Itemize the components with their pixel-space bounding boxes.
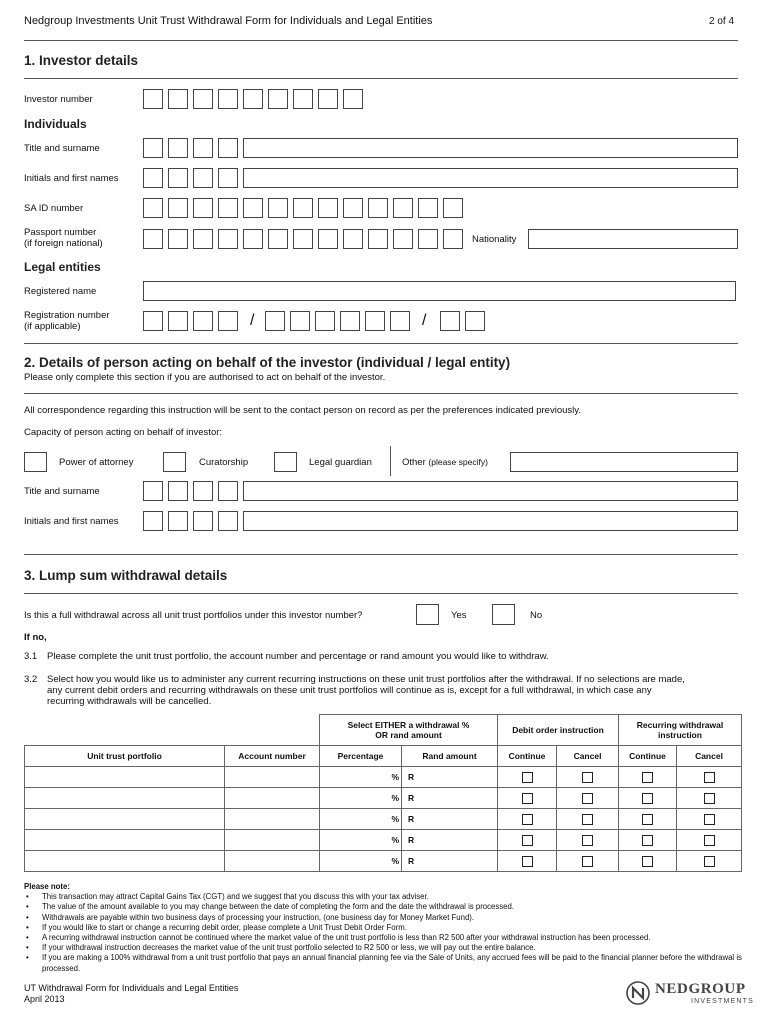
divider	[24, 393, 738, 394]
digit-box[interactable]	[218, 89, 238, 109]
power-of-attorney-label: Power of attorney	[59, 457, 134, 468]
list-item: • A recurring withdrawal instruction cannot be continued where the market value of the unit trust portfolio is less than R2 500 after your withdrawal instruction has been processed.	[24, 933, 754, 943]
table-row	[25, 830, 742, 851]
divider	[24, 593, 738, 594]
section-3-heading: 3. Lump sum withdrawal details	[24, 568, 228, 583]
digit-box[interactable]	[418, 198, 438, 218]
digit-box[interactable]	[268, 198, 288, 218]
percentage-cell[interactable]: %	[320, 767, 402, 788]
legal-guardian-label: Legal guardian	[309, 457, 372, 468]
digit-box[interactable]	[218, 198, 238, 218]
percentage-cell[interactable]: %	[320, 851, 402, 872]
digit-box[interactable]	[368, 229, 388, 249]
digit-box[interactable]	[265, 311, 285, 331]
nedgroup-logo	[626, 980, 754, 1008]
divider	[24, 40, 738, 41]
digit-box[interactable]	[340, 311, 360, 331]
notes-section	[24, 882, 754, 974]
debit-continue-cell	[498, 851, 557, 872]
title-box[interactable]	[218, 481, 238, 501]
portfolio-cell[interactable]	[25, 809, 225, 830]
digit-box[interactable]	[315, 311, 335, 331]
digit-box[interactable]	[343, 229, 363, 249]
col-header-percentage: Percentage	[320, 746, 402, 767]
title-surname-label: Title and surname	[24, 486, 100, 497]
divider	[24, 343, 738, 344]
digit-box[interactable]	[193, 311, 213, 331]
title-box[interactable]	[218, 138, 238, 158]
col-header-cancel: Cancel	[557, 746, 619, 767]
list-item: • This transaction may attract Capital Gains Tax (CGT) and we suggest that you discuss this with your tax adviser.	[24, 892, 754, 902]
initials-label: Initials and first names	[24, 516, 119, 527]
col-header-cancel: Cancel	[677, 746, 742, 767]
correspondence-note: All correspondence regarding this instruction will be sent to the contact person on record as per the preferences indicated previously.	[24, 405, 581, 416]
footer-form-name: UT Withdrawal Form for Individuals and Legal Entities	[24, 983, 239, 993]
initial-box[interactable]	[218, 511, 238, 531]
digit-box[interactable]	[293, 198, 313, 218]
digit-box[interactable]	[193, 198, 213, 218]
account-cell[interactable]	[225, 788, 320, 809]
debit-continue-cell	[498, 809, 557, 830]
debit-continue-cell	[498, 767, 557, 788]
portfolio-cell[interactable]	[25, 788, 225, 809]
debit-continue-checkbox[interactable]	[522, 772, 533, 783]
passport-label: Passport number	[24, 227, 97, 238]
curatorship-label: Curatorship	[199, 457, 249, 468]
notes-list	[24, 892, 754, 974]
if-no-label: If no,	[24, 632, 47, 643]
recurring-continue-cell	[619, 809, 677, 830]
recurring-cancel-cell	[677, 830, 742, 851]
divider	[24, 554, 738, 555]
debit-cancel-checkbox[interactable]	[582, 793, 593, 804]
initial-box[interactable]	[168, 511, 188, 531]
rand-cell[interactable]: R	[402, 851, 498, 872]
debit-cancel-cell	[557, 788, 619, 809]
recurring-continue-cell	[619, 788, 677, 809]
digit-box[interactable]	[393, 229, 413, 249]
debit-cancel-cell	[557, 767, 619, 788]
nationality-label: Nationality	[472, 234, 517, 245]
digit-box[interactable]	[343, 198, 363, 218]
digit-box[interactable]	[168, 229, 188, 249]
col-header-continue: Continue	[498, 746, 557, 767]
first-names-field[interactable]	[243, 511, 738, 531]
page-number: 2 of 4	[709, 16, 735, 27]
debit-cancel-cell	[557, 851, 619, 872]
initial-box[interactable]	[143, 168, 163, 188]
digit-box[interactable]	[318, 229, 338, 249]
list-item: • If you would like to start or change a recurring debit order, please complete a Unit Trust Debit Order Form.	[24, 923, 754, 933]
curatorship-checkbox[interactable]	[163, 452, 186, 472]
no-checkbox[interactable]	[492, 604, 515, 625]
digit-box[interactable]	[268, 89, 288, 109]
list-item: • Withdrawals are payable within two business days of processing your instruction, (one business day for Money Market Fund).	[24, 913, 754, 923]
withdrawal-table	[24, 714, 742, 872]
nationality-field[interactable]	[528, 229, 738, 249]
debit-continue-checkbox[interactable]	[522, 835, 533, 846]
paragraph-3-2-number: 3.2	[24, 674, 38, 685]
digit-box[interactable]	[318, 89, 338, 109]
registration-number-label: Registration number	[24, 310, 110, 321]
digit-box[interactable]	[143, 198, 163, 218]
digit-box[interactable]	[143, 311, 163, 331]
table-row	[25, 788, 742, 809]
recurring-continue-checkbox[interactable]	[642, 856, 653, 867]
digit-box[interactable]	[168, 89, 188, 109]
digit-box[interactable]	[268, 229, 288, 249]
legal-guardian-checkbox[interactable]	[274, 452, 297, 472]
digit-box[interactable]	[368, 198, 388, 218]
portfolio-cell[interactable]	[25, 830, 225, 851]
initial-box[interactable]	[193, 511, 213, 531]
section-2-subtext: Please only complete this section if you are authorised to act on behalf of the investor.	[24, 372, 386, 383]
no-label: No	[530, 610, 543, 621]
digit-box[interactable]	[143, 229, 163, 249]
recurring-continue-checkbox[interactable]	[642, 835, 653, 846]
table-group-header	[25, 715, 742, 746]
recurring-continue-cell	[619, 767, 677, 788]
initial-box[interactable]	[193, 168, 213, 188]
debit-continue-checkbox[interactable]	[522, 814, 533, 825]
recurring-cancel-cell	[677, 788, 742, 809]
section-2-heading: 2. Details of person acting on behalf of the investor (individual / legal entity)	[24, 355, 511, 370]
capacity-label: Capacity of person acting on behalf of investor:	[24, 427, 223, 438]
recurring-continue-checkbox[interactable]	[642, 814, 653, 825]
rand-cell[interactable]: R	[402, 788, 498, 809]
recurring-cancel-checkbox[interactable]	[704, 793, 715, 804]
list-item: • If your withdrawal instruction decreases the market value of the unit trust portfolio selected to R2 500 or less, we will pay out the entire balance.	[24, 943, 754, 953]
title-box[interactable]	[193, 481, 213, 501]
col-header-continue: Continue	[619, 746, 677, 767]
digit-box[interactable]	[318, 198, 338, 218]
paragraph-3-1-number: 3.1	[24, 651, 38, 662]
rand-cell[interactable]: R	[402, 809, 498, 830]
recurring-continue-cell	[619, 851, 677, 872]
debit-cancel-cell	[557, 809, 619, 830]
digit-box[interactable]	[218, 311, 238, 331]
list-item: • The value of the amount available to you may change between the date of completing the form and the date the withdrawal is processed.	[24, 902, 754, 912]
registered-name-label: Registered name	[24, 286, 97, 297]
digit-box[interactable]	[443, 198, 463, 218]
withdrawal-group-header: Select EITHER a withdrawal % OR rand amount	[320, 715, 498, 746]
recurring-cancel-cell	[677, 767, 742, 788]
table-row	[25, 767, 742, 788]
paragraph-3-2-line: recurring withdrawals will be cancelled.	[47, 696, 212, 707]
recurring-cancel-checkbox[interactable]	[704, 835, 715, 846]
footer-date: April 2013	[24, 994, 65, 1004]
recurring-continue-cell	[619, 830, 677, 851]
recurring-cancel-checkbox[interactable]	[704, 814, 715, 825]
digit-box[interactable]	[418, 229, 438, 249]
digit-box[interactable]	[293, 229, 313, 249]
digit-box[interactable]	[243, 229, 263, 249]
digit-box[interactable]	[143, 89, 163, 109]
col-header-account: Account number	[225, 746, 320, 767]
digit-box[interactable]	[218, 229, 238, 249]
digit-box[interactable]	[440, 311, 460, 331]
digit-box[interactable]	[168, 311, 188, 331]
divider	[24, 78, 738, 79]
paragraph-3-1: Please complete the unit trust portfolio, the account number and percentage or rand amount you would like to withdraw.	[47, 651, 549, 662]
title-box[interactable]	[143, 138, 163, 158]
yes-checkbox[interactable]	[416, 604, 439, 625]
debit-continue-checkbox[interactable]	[522, 793, 533, 804]
initial-box[interactable]	[218, 168, 238, 188]
table-row	[25, 851, 742, 872]
surname-field[interactable]	[243, 138, 738, 158]
debit-continue-checkbox[interactable]	[522, 856, 533, 867]
table-header-row	[25, 746, 742, 767]
title-box[interactable]	[193, 138, 213, 158]
recurring-group-header: Recurring withdrawal instruction	[619, 715, 742, 746]
recurring-cancel-cell	[677, 851, 742, 872]
initials-label: Initials and first names	[24, 173, 119, 184]
title-box[interactable]	[168, 138, 188, 158]
debit-continue-cell	[498, 830, 557, 851]
recurring-continue-checkbox[interactable]	[642, 772, 653, 783]
debit-continue-cell	[498, 788, 557, 809]
digit-box[interactable]	[343, 89, 363, 109]
yes-label: Yes	[451, 610, 467, 621]
percentage-cell[interactable]: %	[320, 830, 402, 851]
form-title: Nedgroup Investments Unit Trust Withdrawal Form for Individuals and Legal Entities	[24, 15, 433, 27]
first-names-field[interactable]	[243, 168, 738, 188]
surname-field[interactable]	[243, 481, 738, 501]
divider	[390, 446, 391, 476]
title-box[interactable]	[143, 481, 163, 501]
digit-box[interactable]	[393, 198, 413, 218]
col-header-portfolio: Unit trust portfolio	[25, 746, 225, 767]
digit-box[interactable]	[193, 229, 213, 249]
recurring-cancel-cell	[677, 809, 742, 830]
percentage-cell[interactable]: %	[320, 788, 402, 809]
recurring-cancel-checkbox[interactable]	[704, 856, 715, 867]
account-cell[interactable]	[225, 830, 320, 851]
debit-cancel-checkbox[interactable]	[582, 856, 593, 867]
registration-number-note: (if applicable)	[24, 321, 81, 332]
digit-box[interactable]	[390, 311, 410, 331]
rand-cell[interactable]: R	[402, 767, 498, 788]
digit-box[interactable]	[365, 311, 385, 331]
legal-entities-heading: Legal entities	[24, 260, 101, 274]
recurring-continue-checkbox[interactable]	[642, 793, 653, 804]
separator-slash: /	[422, 312, 427, 329]
col-header-rand: Rand amount	[402, 746, 498, 767]
table-row	[25, 809, 742, 830]
digit-box[interactable]	[290, 311, 310, 331]
title-surname-label: Title and surname	[24, 143, 100, 154]
initial-box[interactable]	[168, 168, 188, 188]
digit-box[interactable]	[465, 311, 485, 331]
sa-id-label: SA ID number	[24, 203, 84, 214]
other-specify-field[interactable]	[510, 452, 738, 472]
digit-box[interactable]	[168, 198, 188, 218]
separator-slash: /	[250, 312, 255, 329]
power-of-attorney-checkbox[interactable]	[24, 452, 47, 472]
digit-box[interactable]	[293, 89, 313, 109]
full-withdrawal-question: Is this a full withdrawal across all unit trust portfolios under this investor number?	[24, 610, 363, 621]
recurring-cancel-checkbox[interactable]	[704, 772, 715, 783]
initial-box[interactable]	[143, 511, 163, 531]
account-cell[interactable]	[225, 809, 320, 830]
debit-cancel-checkbox[interactable]	[582, 772, 593, 783]
title-box[interactable]	[168, 481, 188, 501]
logo-brand: NEDGROUP	[655, 981, 746, 997]
individuals-heading: Individuals	[24, 117, 87, 131]
debit-cancel-checkbox[interactable]	[582, 835, 593, 846]
account-cell[interactable]	[225, 851, 320, 872]
digit-box[interactable]	[243, 89, 263, 109]
debit-cancel-checkbox[interactable]	[582, 814, 593, 825]
rand-cell[interactable]: R	[402, 830, 498, 851]
section-1-heading: 1. Investor details	[24, 53, 139, 68]
investor-number-label: Investor number	[24, 94, 93, 105]
notes-title: Please note:	[24, 882, 70, 891]
account-cell[interactable]	[225, 767, 320, 788]
digit-box[interactable]	[243, 198, 263, 218]
other-label: Other (please specify)	[402, 457, 488, 468]
percentage-cell[interactable]: %	[320, 809, 402, 830]
portfolio-cell[interactable]	[25, 851, 225, 872]
debit-cancel-cell	[557, 830, 619, 851]
paragraph-3-2-line: Select how you would like us to administer any current recurring instructions on these unit trust portfolios after the withdrawal. If no selections are made,	[47, 674, 685, 685]
paragraph-3-2-line: any current debit orders and recurring withdrawals on these unit trust portfolios will continue as is, except for a full withdrawal, in which case any	[47, 685, 652, 696]
debit-order-group-header: Debit order instruction	[498, 715, 619, 746]
logo-sub: INVESTMENTS	[691, 998, 754, 1005]
registered-name-field[interactable]	[143, 281, 736, 301]
portfolio-cell[interactable]	[25, 767, 225, 788]
list-item: • If you are making a 100% withdrawal from a unit trust portfolio that pays an annual financial planning fee via the Sale of Units, any accrued fees will be paid to the financial planner before the withdrawal is processed.	[24, 953, 754, 973]
digit-box[interactable]	[193, 89, 213, 109]
passport-label-note: (if foreign national)	[24, 238, 103, 249]
digit-box[interactable]	[443, 229, 463, 249]
nedgroup-logo-icon	[626, 981, 650, 1005]
